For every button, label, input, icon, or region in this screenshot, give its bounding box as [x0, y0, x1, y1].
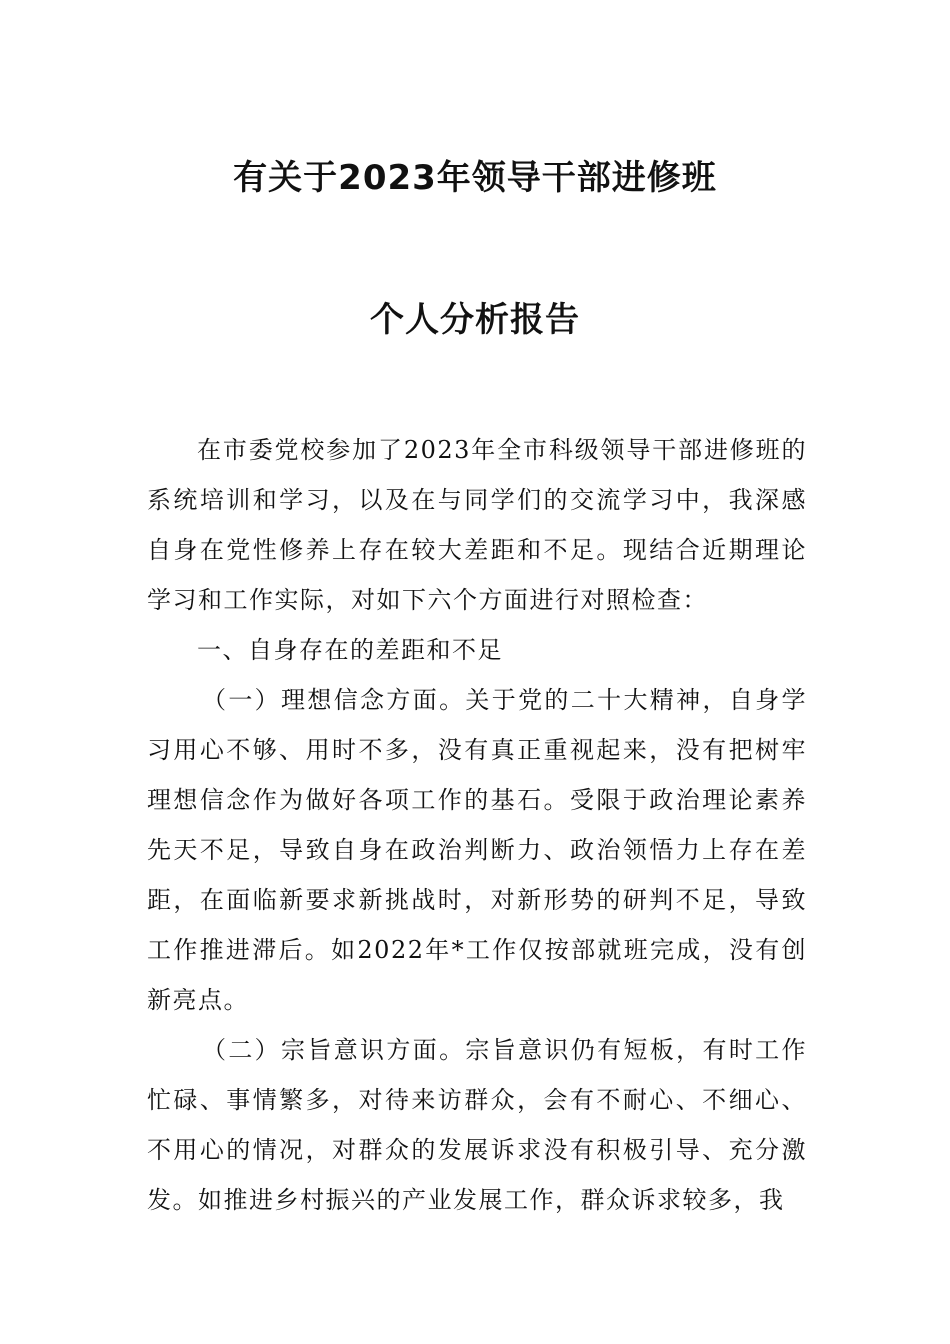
document-title-line-2: 个人分析报告 [370, 300, 580, 340]
document-body [147, 425, 807, 1225]
paragraph-purpose-awareness: （二）宗旨意识方面。宗旨意识仍有短板，有时工作忙碌、事情繁多，对待来访群众，会有不耐心、不细心、不用心的情况，对群众的发展诉求没有积极引导、充分激发。如推进乡村振兴的产业发展工作，群众诉求较多，我 [147, 1036, 807, 1214]
paragraph-ideals-beliefs: （一）理想信念方面。关于党的二十大精神，自身学习用心不够、用时不多，没有真正重视起来，没有把树牢理想信念作为做好各项工作的基石。受限于政治理论素养先天不足，导致自身在政治判断力、政治领悟力上存在差距，在面临新要求新挑战时，对新形势的研判不足，导致工作推进滞后。如2022年*工作仅按部就班完成，没有创新亮点。 [147, 686, 807, 1014]
intro-paragraph: 在市委党校参加了2023年全市科级领导干部进修班的系统培训和学习，以及在与同学们的交流学习中，我深感自身在党性修养上存在较大差距和不足。现结合近期理论学习和工作实际，对如下六个方面进行对照检查： [147, 436, 807, 614]
document-title-line-1: 有关于2023年领导干部进修班 [233, 158, 717, 198]
section-heading-1: 一、自身存在的差距和不足 [197, 636, 503, 664]
